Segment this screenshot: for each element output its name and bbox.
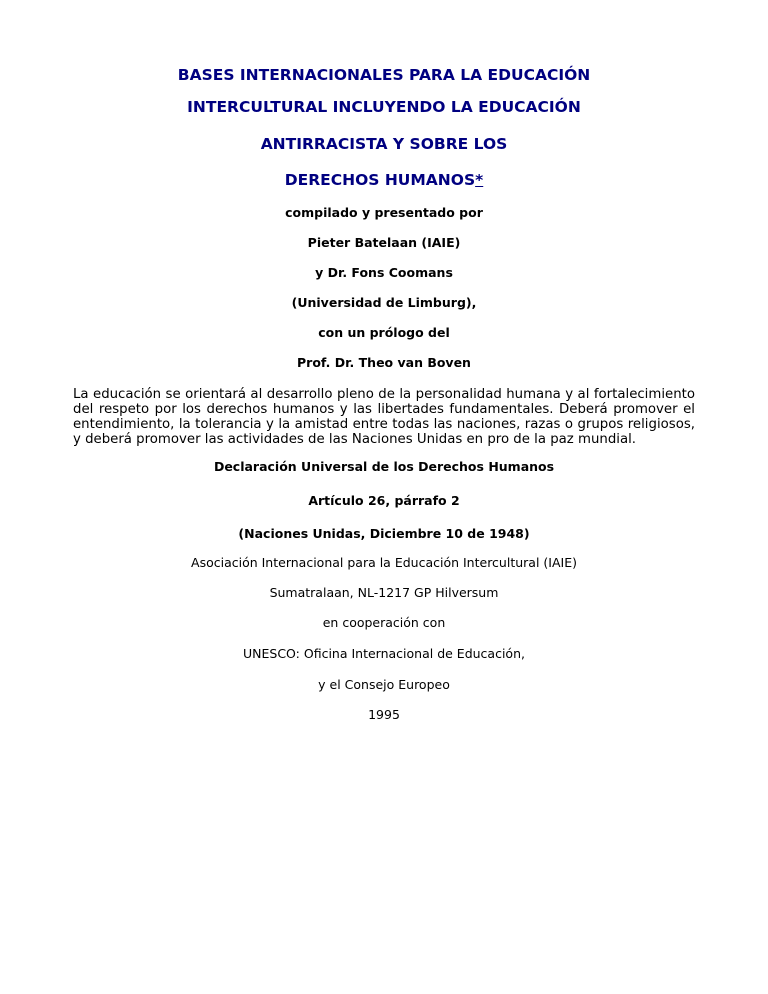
title-line-4-text: DERECHOS HUMANOS (284, 171, 476, 189)
author-2: y Dr. Fons Coomans (315, 265, 453, 280)
title-line-2: INTERCULTURAL INCLUYENDO LA EDUCACIÓN (187, 98, 581, 116)
compiled-by-label: compilado y presentado por (285, 205, 483, 220)
quote-date: (Naciones Unidas, Diciembre 10 de 1948) (238, 526, 530, 541)
prologue-intro: con un prólogo del (318, 325, 450, 340)
author-1: Pieter Batelaan (IAIE) (307, 235, 461, 250)
title-line-4 (0, 173, 768, 189)
title-line-3: ANTIRRACISTA Y SOBRE LOS (260, 135, 508, 153)
prologue-author: Prof. Dr. Theo van Boven (297, 355, 471, 370)
footnote-link[interactable]: * (475, 171, 484, 189)
title-line-1: BASES INTERNACIONALES PARA LA EDUCACIÓN (177, 66, 591, 84)
partner-2: y el Consejo Europeo (318, 677, 450, 692)
publisher-name: Asociación Internacional para la Educación Intercultural (IAIE) (191, 555, 577, 570)
cooperation-label: en cooperación con (322, 615, 446, 630)
quote-source: Declaración Universal de los Derechos Humanos (213, 459, 555, 474)
publisher-address: Sumatralaan, NL-1217 GP Hilversum (269, 585, 499, 600)
quote-article: Artículo 26, párrafo 2 (308, 493, 460, 508)
partner-1: UNESCO: Oficina Internacional de Educación, (243, 646, 525, 661)
declaration-quote: La educación se orientará al desarrollo pleno de la personalidad humana y al fortalecimiento del respeto por los derechos humanos y las libertades fundamentales. Deberá promover el entendimiento, la tolerancia y la amistad entre todas las naciones, razas o grupos religiosos, y deberá promover las actividades de las Naciones Unidas en pro de la paz mundial. (73, 387, 695, 447)
author-2-affiliation: (Universidad de Limburg), (291, 295, 477, 310)
publication-year: 1995 (368, 707, 400, 722)
